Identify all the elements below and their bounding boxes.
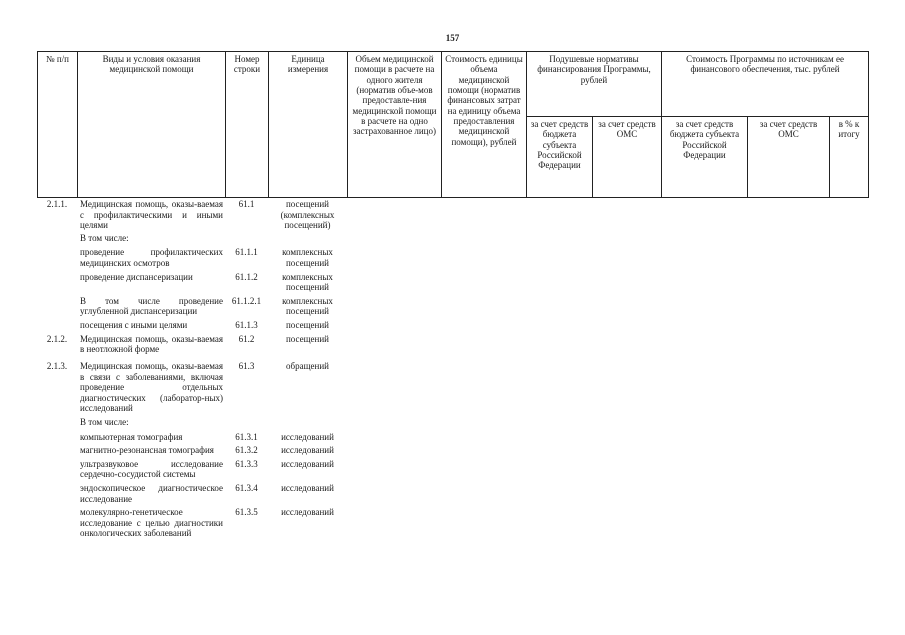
- row-name: В том числе проведение углубленной диспансеризации: [80, 295, 223, 317]
- table-row: [37, 334, 347, 355]
- row-number: 2.1.1.: [46, 199, 68, 209]
- header-program-cost: Стоимость Программы по источникам ее финансового обеспечения, тыс. рублей: [662, 52, 869, 117]
- row-unit: посещений (комплексных посещений): [280, 199, 335, 231]
- row-name: проведение профилактических медицинских осмотров: [80, 247, 223, 269]
- row-code: 61.1.2: [235, 271, 258, 282]
- row-unit: исследований: [281, 507, 334, 518]
- row-name: Медицинская помощь, оказы-ваемая в связи с заболеваниями, включая проведение отдельных диагностических (лаборатор-ных) исследований: [80, 360, 223, 414]
- header-unit-cost: Стоимость единицы объема медицинской помощи (норматив финансовых затрат на единицу объема предоставления медицинской помощи), рублей: [442, 52, 527, 198]
- row-code: 61.3.2: [235, 445, 258, 456]
- row-code: 61.1.1: [235, 247, 258, 258]
- row-name: Медицинская помощь, оказы-ваемая в неотложной форме: [80, 333, 223, 355]
- row-unit: комплексных посещений: [282, 271, 333, 293]
- table-row: [37, 199, 347, 231]
- table-row: [37, 361, 347, 414]
- table-row: [37, 483, 347, 504]
- header-per-capita: Подушевые нормативы финансирования Программы, рублей: [527, 52, 662, 117]
- header-num: № п/п: [38, 52, 78, 198]
- row-code: 61.3.3: [235, 458, 258, 469]
- header-row-number: Номер строки: [226, 52, 269, 198]
- row-unit: посещений: [285, 320, 329, 331]
- row-name: молекулярно-генетическое исследование с целью диагностики онкологических заболеваний: [80, 507, 223, 539]
- table-row: [37, 507, 347, 539]
- row-name: эндоскопическое диагностическое исследование: [80, 483, 223, 504]
- row-number: 2.1.2.: [46, 333, 68, 344]
- header-program-oms: за счет средств ОМС: [748, 117, 830, 198]
- row-code: 61.3.5: [235, 507, 258, 518]
- row-code: 61.1.2.1: [231, 295, 262, 306]
- row-code: 61.3: [238, 360, 255, 371]
- row-name: Медицинская помощь, оказы-ваемая с профилактическими и иными целями: [80, 199, 223, 231]
- row-unit: комплексных посещений: [282, 247, 333, 269]
- header-program-percent: в % к итогу: [830, 117, 869, 198]
- row-name: посещения с иными целями: [80, 320, 188, 331]
- header-volume: Объем медицинской помощи в расчете на одного жителя (норматив объе-мов предоставле-ния медицинской помощи в расчете на одно застрахованное лицо): [348, 52, 442, 198]
- row-name: проведение диспансеризации: [80, 271, 193, 282]
- row-unit: исследований: [281, 431, 334, 442]
- header-unit: Единица измерения: [269, 52, 348, 198]
- row-unit: посещений: [285, 333, 329, 344]
- row-unit: обращений: [286, 360, 329, 371]
- row-unit: комплексных посещений: [282, 295, 333, 317]
- table-row: [37, 320, 347, 331]
- row-name: В том числе:: [80, 416, 129, 427]
- row-code: 61.1.3: [235, 320, 258, 331]
- row-code: 61.3.4: [235, 483, 258, 494]
- row-name: ультразвуковое исследование сердечно-сосудистой системы: [80, 458, 223, 480]
- row-name: В том числе:: [80, 232, 129, 243]
- table-row: [37, 459, 347, 480]
- table-body: [37, 199, 347, 539]
- row-number: 2.1.3.: [46, 360, 68, 371]
- header-types: Виды и условия оказания медицинской помощи: [78, 52, 226, 198]
- header-per-capita-budget: за счет средств бюджета субъекта Российской Федерации: [527, 117, 593, 198]
- row-unit: исследований: [281, 483, 334, 494]
- row-name: магнитно-резонансная томография: [80, 445, 214, 456]
- table-row: [37, 417, 347, 428]
- table-row: [37, 233, 347, 244]
- row-name: компьютерная томография: [80, 431, 183, 442]
- row-unit: исследований: [281, 458, 334, 469]
- row-unit: исследований: [281, 445, 334, 456]
- table-row: [37, 247, 347, 268]
- page-number: 157: [445, 33, 460, 43]
- row-code: 61.2: [238, 333, 255, 344]
- table-row: [37, 272, 347, 293]
- row-code: 61.1: [238, 199, 255, 209]
- header-per-capita-oms: за счет средств ОМС: [593, 117, 662, 198]
- table-header: [37, 51, 869, 198]
- table-row: [37, 445, 347, 456]
- row-code: 61.3.1: [235, 431, 258, 442]
- header-program-budget: за счет средств бюджета субъекта Российской Федерации: [662, 117, 748, 198]
- table-row: [37, 296, 347, 317]
- table-row: [37, 432, 347, 443]
